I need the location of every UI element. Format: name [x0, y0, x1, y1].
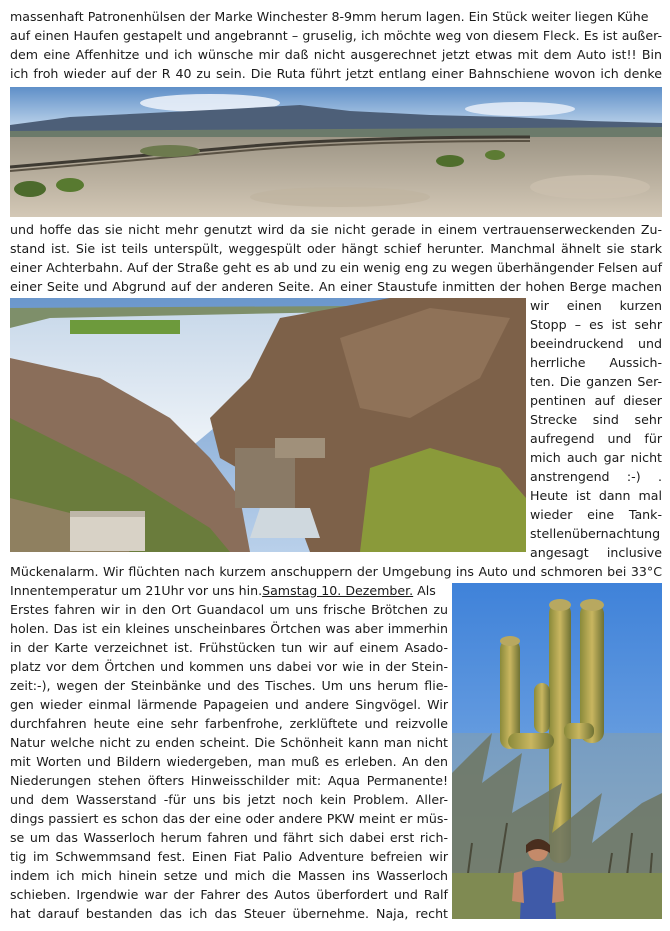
text-line: dings passiert es schon das der eine oder andere PKW meint er müs-	[10, 811, 448, 826]
text-line: indem ich mich hinein setze und mich die Massen ins Wasserloch	[10, 868, 448, 883]
text-line: tig im Schwemmsand fest. Einen Fiat Palio Adventure befreien wir	[10, 849, 448, 864]
text-line: platz vor dem Örtchen und kommen uns dabei vor wie in der Stein-	[10, 659, 448, 674]
text-line: mit Worten und Bildern wiedergeben, man muß es erleben. An den	[10, 754, 448, 769]
text-line: angesagt inclusive	[530, 545, 662, 560]
text-line: Stopp – es ist sehr	[530, 317, 662, 332]
text-line: mich auch gar nicht	[530, 450, 662, 465]
text-line: Erstes fahren wir in den Ort Guandacol um uns frische Brötchen zu	[10, 602, 448, 617]
text-segment: Als	[413, 583, 436, 598]
text-line: beeindruckend und	[530, 336, 662, 351]
text-line: Niederungen stehen öfters Hinweisschilder mit: Aqua Permanente!	[10, 773, 448, 788]
text-line: se um das Wasserloch herum fahren und fährt sich dabei erst rich-	[10, 830, 448, 845]
text-line: stand ist. Sie ist teils unterspült, weggespült oder hängt schief herunter. Manchmal ähnelt sie stark	[10, 241, 662, 256]
text-line: Heute ist dann mal	[530, 488, 662, 503]
text-line: Natur welche nicht zu enden scheint. Die Schönheit kann man nicht	[10, 735, 448, 750]
text-line: anstrengend :-) .	[530, 469, 662, 484]
cactus-person-photo	[452, 583, 662, 919]
text-line: hat darauf bestanden das ich das Steuer übernehme. Naja, recht	[10, 906, 448, 921]
text-line: wieder eine Tank-	[530, 507, 662, 522]
dam-mountains-photo	[10, 298, 526, 552]
text-line: herrliche Aussich-	[530, 355, 662, 370]
text-line	[10, 581, 436, 600]
text-line: durchfahren heute eine sehr farbenfrohe, zerklüftete und reizvolle	[10, 716, 448, 731]
text-line: dem eine Affenhitze und ich wünsche mir daß nicht ausgerechnet jetzt etwas mit dem Auto ist!! Bin	[10, 47, 662, 62]
text-segment: Innentemperatur um 21Uhr vor uns hin.	[10, 583, 263, 598]
text-line: Strecke sind sehr	[530, 412, 662, 427]
text-line: in der Karte verzeichnet ist. Frühstücken tun wir auf einem Asado-	[10, 640, 448, 655]
text-line: Mückenalarm. Wir flüchten nach kurzem anschuppern der Umgebung ins Auto und schmoren bei 33°C	[10, 564, 662, 579]
text-line: aufregend und für	[530, 431, 662, 446]
text-line: ich froh wieder auf der R 40 zu sein. Die Ruta führt jetzt entlang einer Bahnschiene wovon ich denke	[10, 66, 662, 81]
text-line: holen. Das ist ein kleines unscheinbares Örtchen was aber immerhin	[10, 621, 448, 636]
text-line: gen wieder einmal lärmende Papageien und andere Singvögel. Wir	[10, 697, 448, 712]
date-heading: Samstag 10. Dezember.	[262, 583, 414, 598]
text-line: auf einen Haufen gestapelt und angebrannt – gruselig, ich möchte weg von diesem Fleck. Es ist außer-	[10, 28, 662, 43]
text-line: zeit:-), wegen der Steinbänke und des Tisches. Um uns herum flie-	[10, 678, 448, 693]
text-line: einer Seite und Abgrund auf der anderen Seite. An einer Staustufe inmitten der hohen Berge machen	[10, 279, 662, 294]
text-line: und hoffe das sie nicht mehr genutzt wird da sie nicht gerade in einem vertrauenserweckenden Zu-	[10, 222, 662, 237]
railway-landscape-photo	[10, 87, 662, 217]
text-line: schieben. Irgendwie war der Fahrer des Autos überfordert und Ralf	[10, 887, 448, 902]
text-line: pentinen auf dieser	[530, 393, 662, 408]
text-line: einer Achterbahn. Auf der Straße geht es ab und zu ein wenig eng zu wegen überhängender Felsen auf	[10, 260, 662, 275]
text-line: stellenübernachtung	[530, 526, 661, 541]
text-line: und dem Wasserstand -für uns bis jetzt noch kein Problem. Aller-	[10, 792, 448, 807]
text-line: massenhaft Patronenhülsen der Marke Winchester 8-9mm herum lagen. Ein Stück weiter liegen Kühe	[10, 9, 649, 24]
text-line: wir einen kurzen	[530, 298, 662, 313]
text-line: ten. Die ganzen Ser-	[530, 374, 662, 389]
